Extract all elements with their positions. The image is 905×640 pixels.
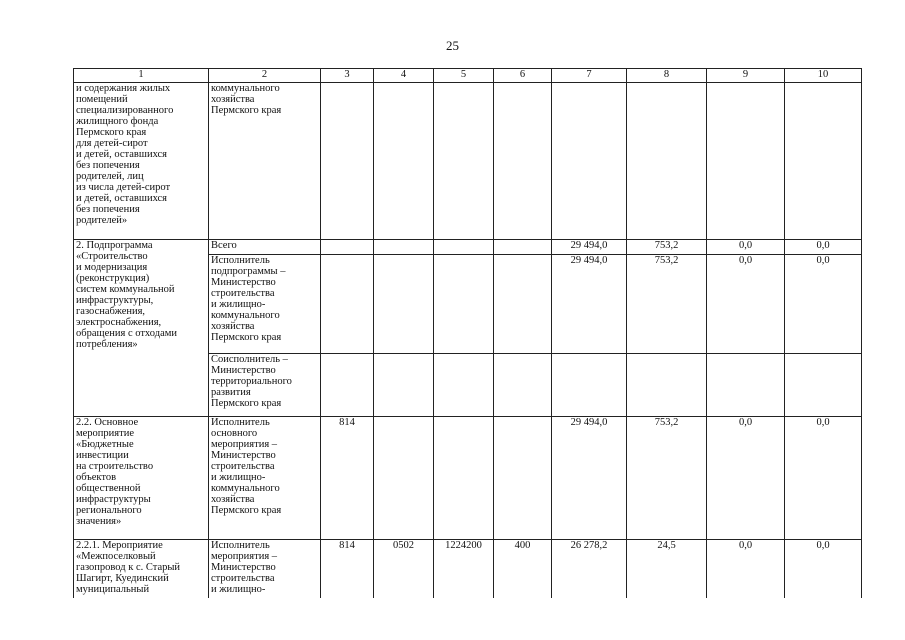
amount-year1-cell bbox=[552, 83, 627, 240]
section-code-cell bbox=[374, 417, 434, 540]
amount-year3-cell: 0,0 bbox=[707, 417, 785, 540]
amount-year4-cell: 0,0 bbox=[785, 540, 862, 599]
amount-year3-cell: 0,0 bbox=[707, 240, 785, 255]
expense-type-cell bbox=[494, 417, 552, 540]
table-row-continuation bbox=[74, 83, 862, 240]
target-code-cell bbox=[434, 240, 494, 255]
table-row-subprogram-total bbox=[74, 240, 862, 255]
section-code-cell bbox=[374, 354, 434, 417]
column-header: 6 bbox=[494, 69, 552, 83]
table-row-event bbox=[74, 540, 862, 599]
executor-cell: Исполнитель подпрограммы – Министерство строительства и жилищно- коммунального хозяйства Пермского края bbox=[209, 255, 321, 354]
table-row-main-event bbox=[74, 417, 862, 540]
amount-year3-cell bbox=[707, 83, 785, 240]
amount-year2-cell: 753,2 bbox=[627, 240, 707, 255]
target-code-cell: 1224200 bbox=[434, 540, 494, 599]
executor-cell: Исполнитель мероприятия – Министерство строительства и жилищно- bbox=[209, 540, 321, 599]
column-header: 8 bbox=[627, 69, 707, 83]
grbs-code-cell bbox=[321, 354, 374, 417]
coexecutor-cell: Соисполнитель – Министерство территориального развития Пермского края bbox=[209, 354, 321, 417]
event-name-cell: 2.2.1. Мероприятие «Межпоселковый газопровод к с. Старый Шагирт, Куединский муниципальный bbox=[74, 540, 209, 599]
amount-year2-cell bbox=[627, 83, 707, 240]
grbs-code-cell: 814 bbox=[321, 417, 374, 540]
section-code-cell bbox=[374, 83, 434, 240]
grbs-code-cell: 814 bbox=[321, 540, 374, 599]
grbs-code-cell bbox=[321, 240, 374, 255]
column-header: 2 bbox=[209, 69, 321, 83]
section-code-cell bbox=[374, 240, 434, 255]
column-header: 4 bbox=[374, 69, 434, 83]
amount-year2-cell: 753,2 bbox=[627, 255, 707, 354]
section-code-cell bbox=[374, 255, 434, 354]
subprogram-name-cell: 2. Подпрограмма «Строительство и модернизация (реконструкция) систем коммунальной инфраструктуры, газоснабжения, электроснабжения, обращения с отходами потребления» bbox=[74, 240, 209, 417]
expense-type-cell bbox=[494, 255, 552, 354]
expense-type-cell bbox=[494, 240, 552, 255]
column-header: 9 bbox=[707, 69, 785, 83]
column-header: 5 bbox=[434, 69, 494, 83]
amount-year2-cell bbox=[627, 354, 707, 417]
column-header: 7 bbox=[552, 69, 627, 83]
amount-year4-cell: 0,0 bbox=[785, 240, 862, 255]
amount-year4-cell bbox=[785, 354, 862, 417]
column-header: 1 bbox=[74, 69, 209, 83]
amount-year1-cell bbox=[552, 354, 627, 417]
amount-year4-cell: 0,0 bbox=[785, 417, 862, 540]
amount-year4-cell bbox=[785, 83, 862, 240]
executor-cell: Исполнитель основного мероприятия – Министерство строительства и жилищно- коммунального хозяйства Пермского края bbox=[209, 417, 321, 540]
expense-type-cell: 400 bbox=[494, 540, 552, 599]
program-name-cell: и содержания жилых помещений специализированного жилищного фонда Пермского края для детей-сирот и детей, оставшихся без попечения родителей, лиц из числа детей-сирот и детей, оставшихся без попечения родителей» bbox=[74, 83, 209, 240]
expense-type-cell bbox=[494, 83, 552, 240]
executor-cell: коммунального хозяйства Пермского края bbox=[209, 83, 321, 240]
amount-year1-cell: 29 494,0 bbox=[552, 240, 627, 255]
amount-year4-cell: 0,0 bbox=[785, 255, 862, 354]
amount-year3-cell: 0,0 bbox=[707, 255, 785, 354]
expense-type-cell bbox=[494, 354, 552, 417]
amount-year3-cell: 0,0 bbox=[707, 540, 785, 599]
amount-year1-cell: 26 278,2 bbox=[552, 540, 627, 599]
amount-year1-cell: 29 494,0 bbox=[552, 417, 627, 540]
amount-year1-cell: 29 494,0 bbox=[552, 255, 627, 354]
main-event-name-cell: 2.2. Основное мероприятие «Бюджетные инвестиции на строительство объектов общественной инфраструктуры регионального значения» bbox=[74, 417, 209, 540]
column-number-row bbox=[74, 69, 862, 83]
grbs-code-cell bbox=[321, 83, 374, 240]
grbs-code-cell bbox=[321, 255, 374, 354]
budget-table bbox=[73, 68, 862, 598]
executor-cell: Всего bbox=[209, 240, 321, 255]
column-header: 3 bbox=[321, 69, 374, 83]
amount-year2-cell: 24,5 bbox=[627, 540, 707, 599]
amount-year3-cell bbox=[707, 354, 785, 417]
section-code-cell: 0502 bbox=[374, 540, 434, 599]
target-code-cell bbox=[434, 255, 494, 354]
target-code-cell bbox=[434, 354, 494, 417]
target-code-cell bbox=[434, 83, 494, 240]
column-header: 10 bbox=[785, 69, 862, 83]
target-code-cell bbox=[434, 417, 494, 540]
amount-year2-cell: 753,2 bbox=[627, 417, 707, 540]
page-number: 25 bbox=[446, 38, 459, 53]
